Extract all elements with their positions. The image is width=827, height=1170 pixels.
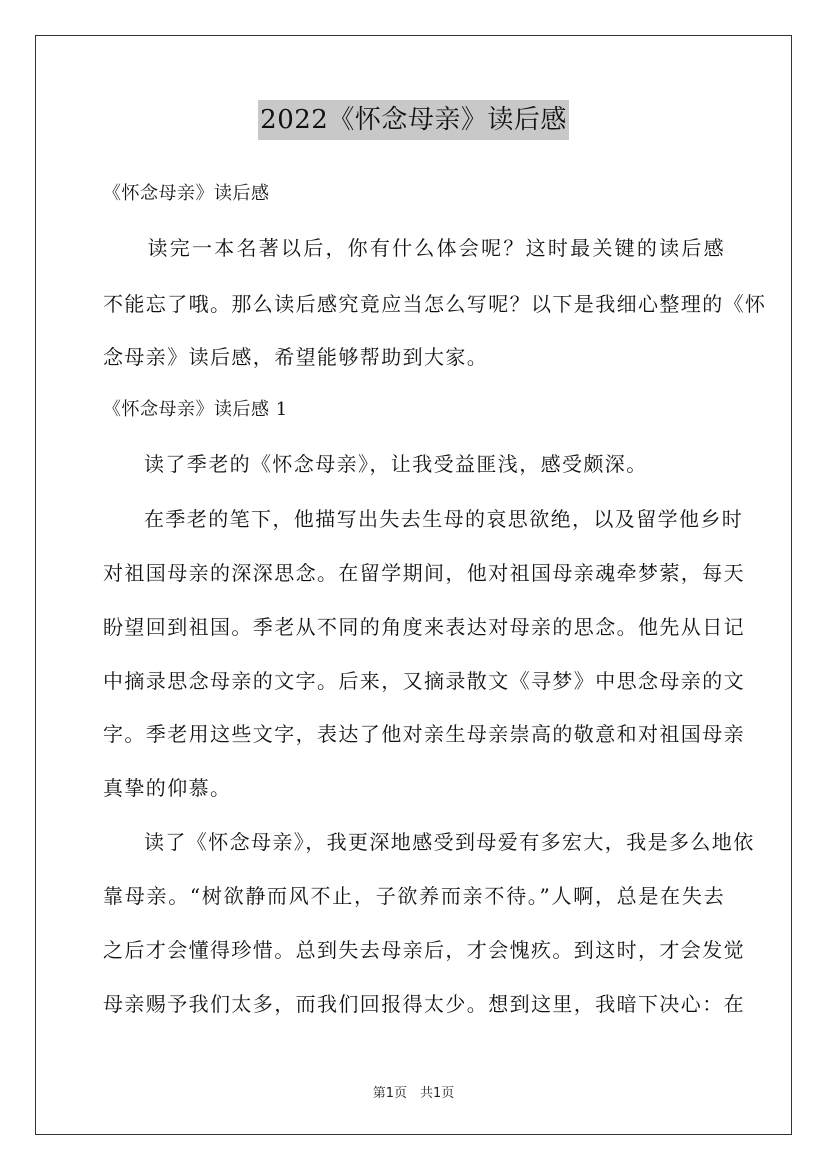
paragraph-line: 念母亲》读后感，希望能够帮助到大家。 bbox=[103, 345, 489, 369]
paragraph-line: 盼望回到祖国。季老从不同的角度来表达对母亲的思念。他先从日记 bbox=[103, 615, 745, 639]
paragraph-line: 中摘录思念母亲的文字。后来，又摘录散文《寻梦》中思念母亲的文 bbox=[103, 669, 745, 693]
paragraph-line: 之后才会懂得珍惜。总到失去母亲后，才会愧疚。到这时，才会发觉 bbox=[103, 938, 745, 962]
title-container bbox=[0, 100, 827, 140]
paragraph-line: 在季老的笔下，他描写出失去生母的哀思欲绝，以及留学他乡时 bbox=[144, 507, 744, 531]
paragraph-line: 字。季老用这些文字，表达了他对亲生母亲崇高的敬意和对祖国母亲 bbox=[103, 722, 745, 746]
paragraph-line: 读了《怀念母亲》，我更深地感受到母爱有多宏大，我是多么地依 bbox=[144, 830, 755, 854]
section-heading: 《怀念母亲》读后感 1 bbox=[103, 399, 288, 420]
paragraph-line: 母亲赐予我们太多，而我们回报得太少。想到这里，我暗下决心：在 bbox=[103, 992, 745, 1016]
paragraph-line: 读了季老的《怀念母亲》，让我受益匪浅，感受颇深。 bbox=[144, 452, 648, 476]
paragraph-line: 靠母亲。“树欲静而风不止，子欲养而亲不待。”人啊，总是在失去 bbox=[103, 884, 725, 908]
page-number-footer: 第1页 共1页 bbox=[372, 1086, 455, 1101]
paragraph-line: 不能忘了哦。那么读后感究竟应当怎么写呢？以下是我细心整理的《怀 bbox=[103, 292, 767, 316]
document-title: 2022《怀念母亲》读后感 bbox=[258, 100, 569, 140]
paragraph-line: 真挚的仰慕。 bbox=[103, 776, 232, 800]
paragraph-line: 读完一本名著以后，你有什么体会呢？这时最关键的读后感 bbox=[103, 236, 725, 260]
paragraph-line: 对祖国母亲的深深思念。在留学期间，他对祖国母亲魂牵梦萦，每天 bbox=[103, 561, 745, 585]
subtitle: 《怀念母亲》读后感 bbox=[103, 183, 270, 204]
